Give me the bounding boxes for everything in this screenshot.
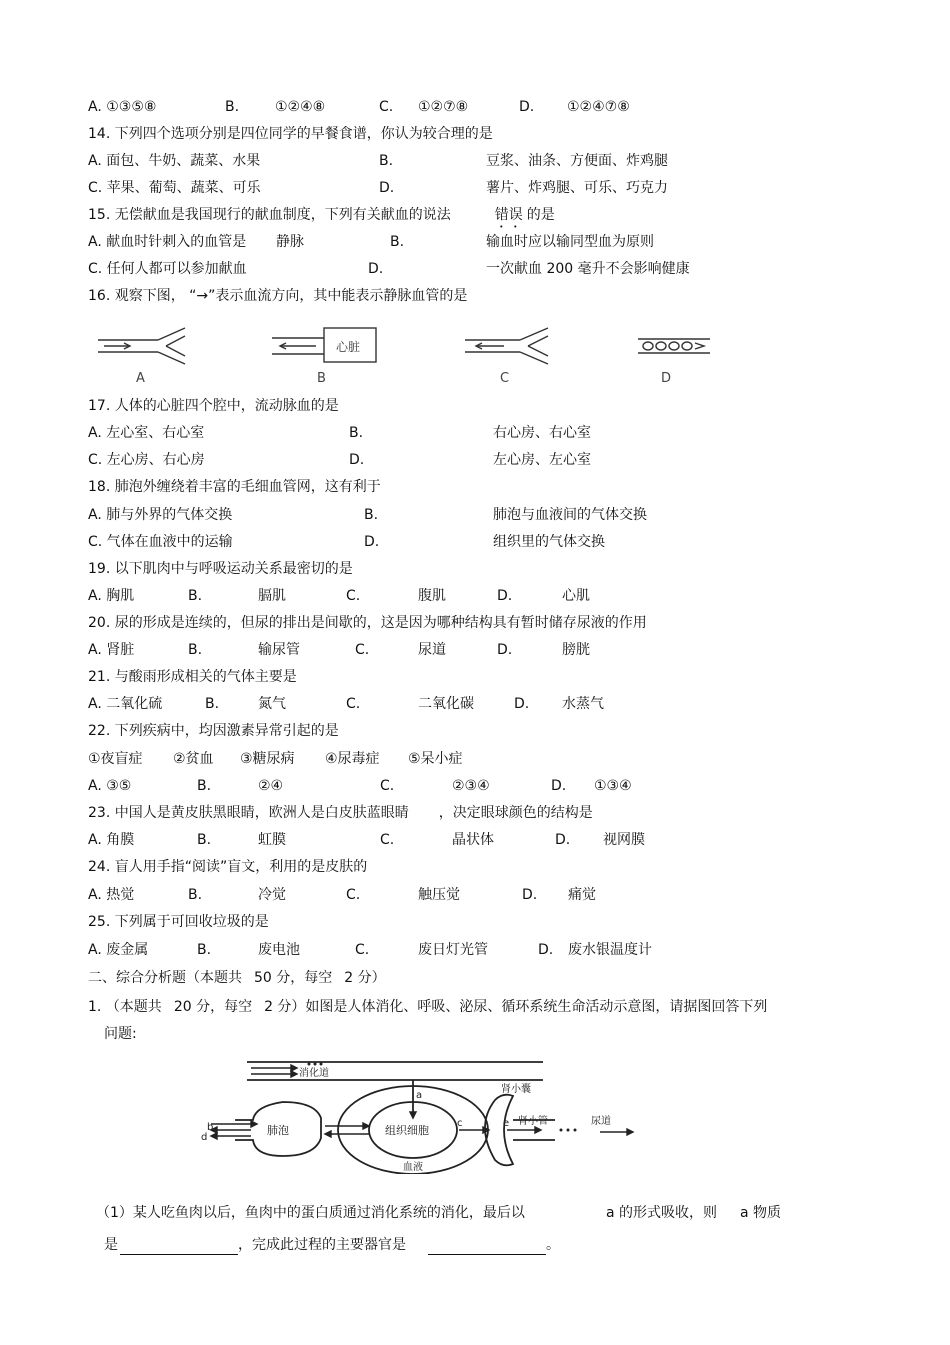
q15-stem-text: 15. 无偿献血是我国现行的献血制度，下列有关献血的说法: [88, 207, 451, 223]
q24-option-b-letter: B.: [188, 887, 203, 903]
q18-stem: 18. 肺泡外缠绕着丰富的毛细血管网，这有利于: [88, 479, 381, 495]
q14-option-b: 豆浆、油条、方便面、炸鸡腿: [486, 153, 668, 169]
q19-option-b: 膈肌: [258, 588, 286, 604]
q17-option-d-letter: D.: [349, 452, 365, 468]
q14-option-b-letter: B.: [379, 153, 394, 169]
q24-option-c-letter: C.: [346, 887, 361, 903]
figure-d-label: D: [661, 371, 672, 386]
q14-option-d: 薯片、炸鸡腿、可乐、巧克力: [486, 180, 668, 196]
q22-option-d-letter: D.: [551, 778, 567, 794]
urethra-label: 尿道: [591, 1116, 611, 1127]
q25-option-b-letter: B.: [197, 942, 212, 958]
q13-option-b: ①②④⑧: [275, 99, 326, 115]
sub-question-1-text: （1）某人吃鱼肉以后，鱼肉中的蛋白质通过消化系统的消化，最后以: [96, 1205, 525, 1221]
q23-option-a: A. 角膜: [88, 832, 135, 848]
q13-option-c-letter: C.: [379, 99, 394, 115]
q15-stem-keyword: 错误: [494, 207, 523, 223]
q19-stem: 19. 以下肌肉中与呼吸运动关系最密切的是: [88, 561, 353, 577]
sub-question-1-line-2: [104, 1235, 560, 1255]
q20-option-c: 尿道: [418, 642, 446, 658]
q23-option-d-letter: D.: [555, 832, 571, 848]
q22-item-4: ④尿毒症: [325, 751, 380, 767]
arrow-a-label: a: [416, 1090, 423, 1101]
q22-item-5: ⑤呆小症: [408, 751, 463, 767]
q19-option-b-letter: B.: [188, 588, 203, 604]
figure-b-label: B: [317, 371, 326, 386]
q24-stem: 24. 盲人用手指“阅读”盲文，利用的是皮肤的: [88, 859, 368, 875]
q17-stem: 17. 人体的心脏四个腔中，流动脉血的是: [88, 398, 339, 414]
figure-a-label: A: [136, 371, 145, 386]
q25-option-a: A. 废金属: [88, 942, 149, 958]
figure-b: [272, 328, 376, 362]
q24-option-b: 冷觉: [258, 887, 286, 903]
q20-stem: 20. 尿的形成是连续的，但尿的排出是间歇的，这是因为哪种结构具有暂时储存尿液的作用: [88, 615, 647, 631]
q15-stem-end: 的是: [526, 207, 555, 223]
problem-1-line-1: [88, 997, 767, 1017]
q21-option-c-letter: C.: [346, 696, 361, 712]
q13-option-b-letter: B.: [225, 99, 240, 115]
q23-stem: [88, 803, 593, 823]
q20-option-c-letter: C.: [355, 642, 370, 658]
section-2-title-post: 2 分）: [344, 970, 386, 986]
answer-blank-2[interactable]: [428, 1240, 546, 1255]
q24-option-d: 痛觉: [568, 887, 596, 903]
q18-option-c: C. 气体在血液中的运输: [88, 534, 233, 550]
q15-option-b: 输血时应以输同型血为原则: [486, 234, 654, 250]
arrow-e-label: e: [503, 1118, 510, 1129]
figure-d: [638, 339, 710, 353]
alveoli-label: 肺泡: [267, 1124, 289, 1137]
q22-item-1: ①夜盲症: [88, 751, 143, 767]
q17-option-c: C. 左心房、右心房: [88, 452, 205, 468]
q23-option-b: 虹膜: [258, 832, 286, 848]
q25-option-d: 废水银温度计: [568, 942, 652, 958]
q21-option-a: A. 二氧化硫: [88, 696, 163, 712]
q22-item-2: ②贫血: [173, 751, 214, 767]
q13-option-a: A. ①③⑤⑧: [88, 99, 157, 115]
q21-option-b: 氮气: [258, 696, 286, 712]
q15-option-a-answer: 静脉: [276, 234, 304, 250]
section-2-title-mid: 50 分，每空: [254, 970, 333, 986]
q25-option-b: 废电池: [258, 942, 300, 958]
sub-question-1-text-mid: a 的形式吸收，则: [606, 1205, 718, 1221]
figure-c: [465, 328, 548, 364]
q16-vessel-figures: [90, 322, 730, 390]
q18-option-d-letter: D.: [364, 534, 380, 550]
q25-stem: 25. 下列属于可回收垃圾的是: [88, 914, 269, 930]
body-systems-diagram: [195, 1056, 645, 1174]
q18-option-a: A. 肺与外界的气体交换: [88, 507, 233, 523]
q20-option-b: 输尿管: [258, 642, 300, 658]
sub-question-1-is: 是: [104, 1237, 118, 1253]
q22-item-3: ③糖尿病: [240, 751, 295, 767]
q15-stem: [88, 205, 555, 231]
q20-option-d: 膀胱: [562, 642, 590, 658]
q22-option-d: ①③④: [594, 778, 632, 794]
q17-option-a: A. 左心室、右心室: [88, 425, 205, 441]
q24-option-d-letter: D.: [522, 887, 538, 903]
q23-option-c: 晶状体: [452, 832, 494, 848]
problem-1-text-b: 20 分，每空: [173, 999, 253, 1015]
q20-option-a: A. 肾脏: [88, 642, 135, 658]
q22-option-b-letter: B.: [197, 778, 212, 794]
q22-option-c: ②③④: [452, 778, 490, 794]
q18-option-b: 肺泡与血液间的气体交换: [493, 507, 647, 523]
q16-stem: 16. 观察下图， “→”表示血流方向，其中能表示静脉血管的是: [88, 288, 468, 304]
q22-option-c-letter: C.: [380, 778, 395, 794]
q15-option-c: C. 任何人都可以参加献血: [88, 261, 247, 277]
q19-option-c: 腹肌: [418, 588, 446, 604]
q22-option-a: A. ③⑤: [88, 778, 132, 794]
q25-option-d-letter: D.: [538, 942, 554, 958]
sub-question-1-text-end: a 物质: [740, 1205, 782, 1221]
q23-stem-text: 23. 中国人是黄皮肤黑眼睛，欧洲人是白皮肤蓝眼睛: [88, 805, 409, 821]
q20-option-b-letter: B.: [188, 642, 203, 658]
q22-option-b: ②④: [258, 778, 284, 794]
q13-option-d: ①②④⑦⑧: [567, 99, 630, 115]
q13-option-d-letter: D.: [519, 99, 535, 115]
q22-stem: 22. 下列疾病中，均因激素异常引起的是: [88, 723, 339, 739]
q17-option-b-letter: B.: [349, 425, 364, 441]
arrow-c-label: c: [457, 1118, 463, 1129]
q20-option-d-letter: D.: [497, 642, 513, 658]
problem-1-text-c: 2 分）如图是人体消化、呼吸、泌尿、循环系统生命活动示意图，请据图回答下列: [264, 999, 768, 1015]
problem-1-line-2: 问题:: [104, 1026, 137, 1042]
q25-option-c: 废日灯光管: [418, 942, 488, 958]
q19-option-c-letter: C.: [346, 588, 361, 604]
q18-option-d: 组织里的气体交换: [493, 534, 605, 550]
q15-option-a: A. 献血时针刺入的血管是: [88, 234, 247, 250]
blood-label: 血液: [403, 1162, 423, 1173]
q25-option-c-letter: C.: [355, 942, 370, 958]
q17-option-b: 右心房、右心室: [493, 425, 591, 441]
figure-c-label: C: [500, 371, 510, 386]
q21-option-b-letter: B.: [205, 696, 220, 712]
q23-option-c-letter: C.: [380, 832, 395, 848]
q24-option-a: A. 热觉: [88, 887, 135, 903]
section-2-title-pre: 二、综合分析题（本题共: [88, 970, 242, 986]
q17-option-d: 左心房、左心室: [493, 452, 591, 468]
problem-1-text-a: 1. （本题共: [88, 999, 162, 1015]
q15-option-b-letter: B.: [390, 234, 405, 250]
kidney-capsule-label: 肾小囊: [501, 1084, 531, 1095]
q14-option-a: A. 面包、牛奶、蔬菜、水果: [88, 153, 261, 169]
q23-option-d: 视网膜: [603, 832, 645, 848]
q23-stem-end: ，决定眼球颜色的结构是: [438, 805, 593, 821]
q21-option-c: 二氧化碳: [418, 696, 474, 712]
kidney-tubule-label: 肾小管: [518, 1116, 548, 1127]
q21-stem: 21. 与酸雨形成相关的气体主要是: [88, 669, 297, 685]
arrow-d-label: d: [201, 1132, 208, 1143]
q14-option-c: C. 苹果、葡萄、蔬菜、可乐: [88, 180, 261, 196]
arrow-b-label: b: [207, 1122, 214, 1133]
q14-stem: 14. 下列四个选项分别是四位同学的早餐食谱，你认为较合理的是: [88, 126, 493, 142]
section-2-title: [88, 968, 386, 988]
digestive-tract-label: 消化道: [299, 1068, 329, 1079]
q19-option-a: A. 胸肌: [88, 588, 135, 604]
sub-question-1-period: 。: [546, 1237, 560, 1253]
q19-option-d-letter: D.: [497, 588, 513, 604]
tissue-cell-label: 组织细胞: [385, 1124, 429, 1137]
q14-option-d-letter: D.: [379, 180, 395, 196]
q21-option-d: 水蒸气: [562, 696, 604, 712]
q18-option-b-letter: B.: [364, 507, 379, 523]
sub-question-1-organ-prompt: ，完成此过程的主要器官是: [238, 1237, 406, 1253]
q24-option-c: 触压觉: [418, 887, 460, 903]
q13-option-c: ①②⑦⑧: [418, 99, 469, 115]
heart-label: 心脏: [336, 340, 361, 354]
figure-a: [98, 328, 185, 364]
q15-option-d: 一次献血 200 毫升不会影响健康: [486, 261, 690, 277]
q21-option-d-letter: D.: [514, 696, 530, 712]
answer-blank-1[interactable]: [120, 1240, 238, 1255]
q23-option-b-letter: B.: [197, 832, 212, 848]
q19-option-d: 心肌: [562, 588, 590, 604]
q15-option-d-letter: D.: [368, 261, 384, 277]
